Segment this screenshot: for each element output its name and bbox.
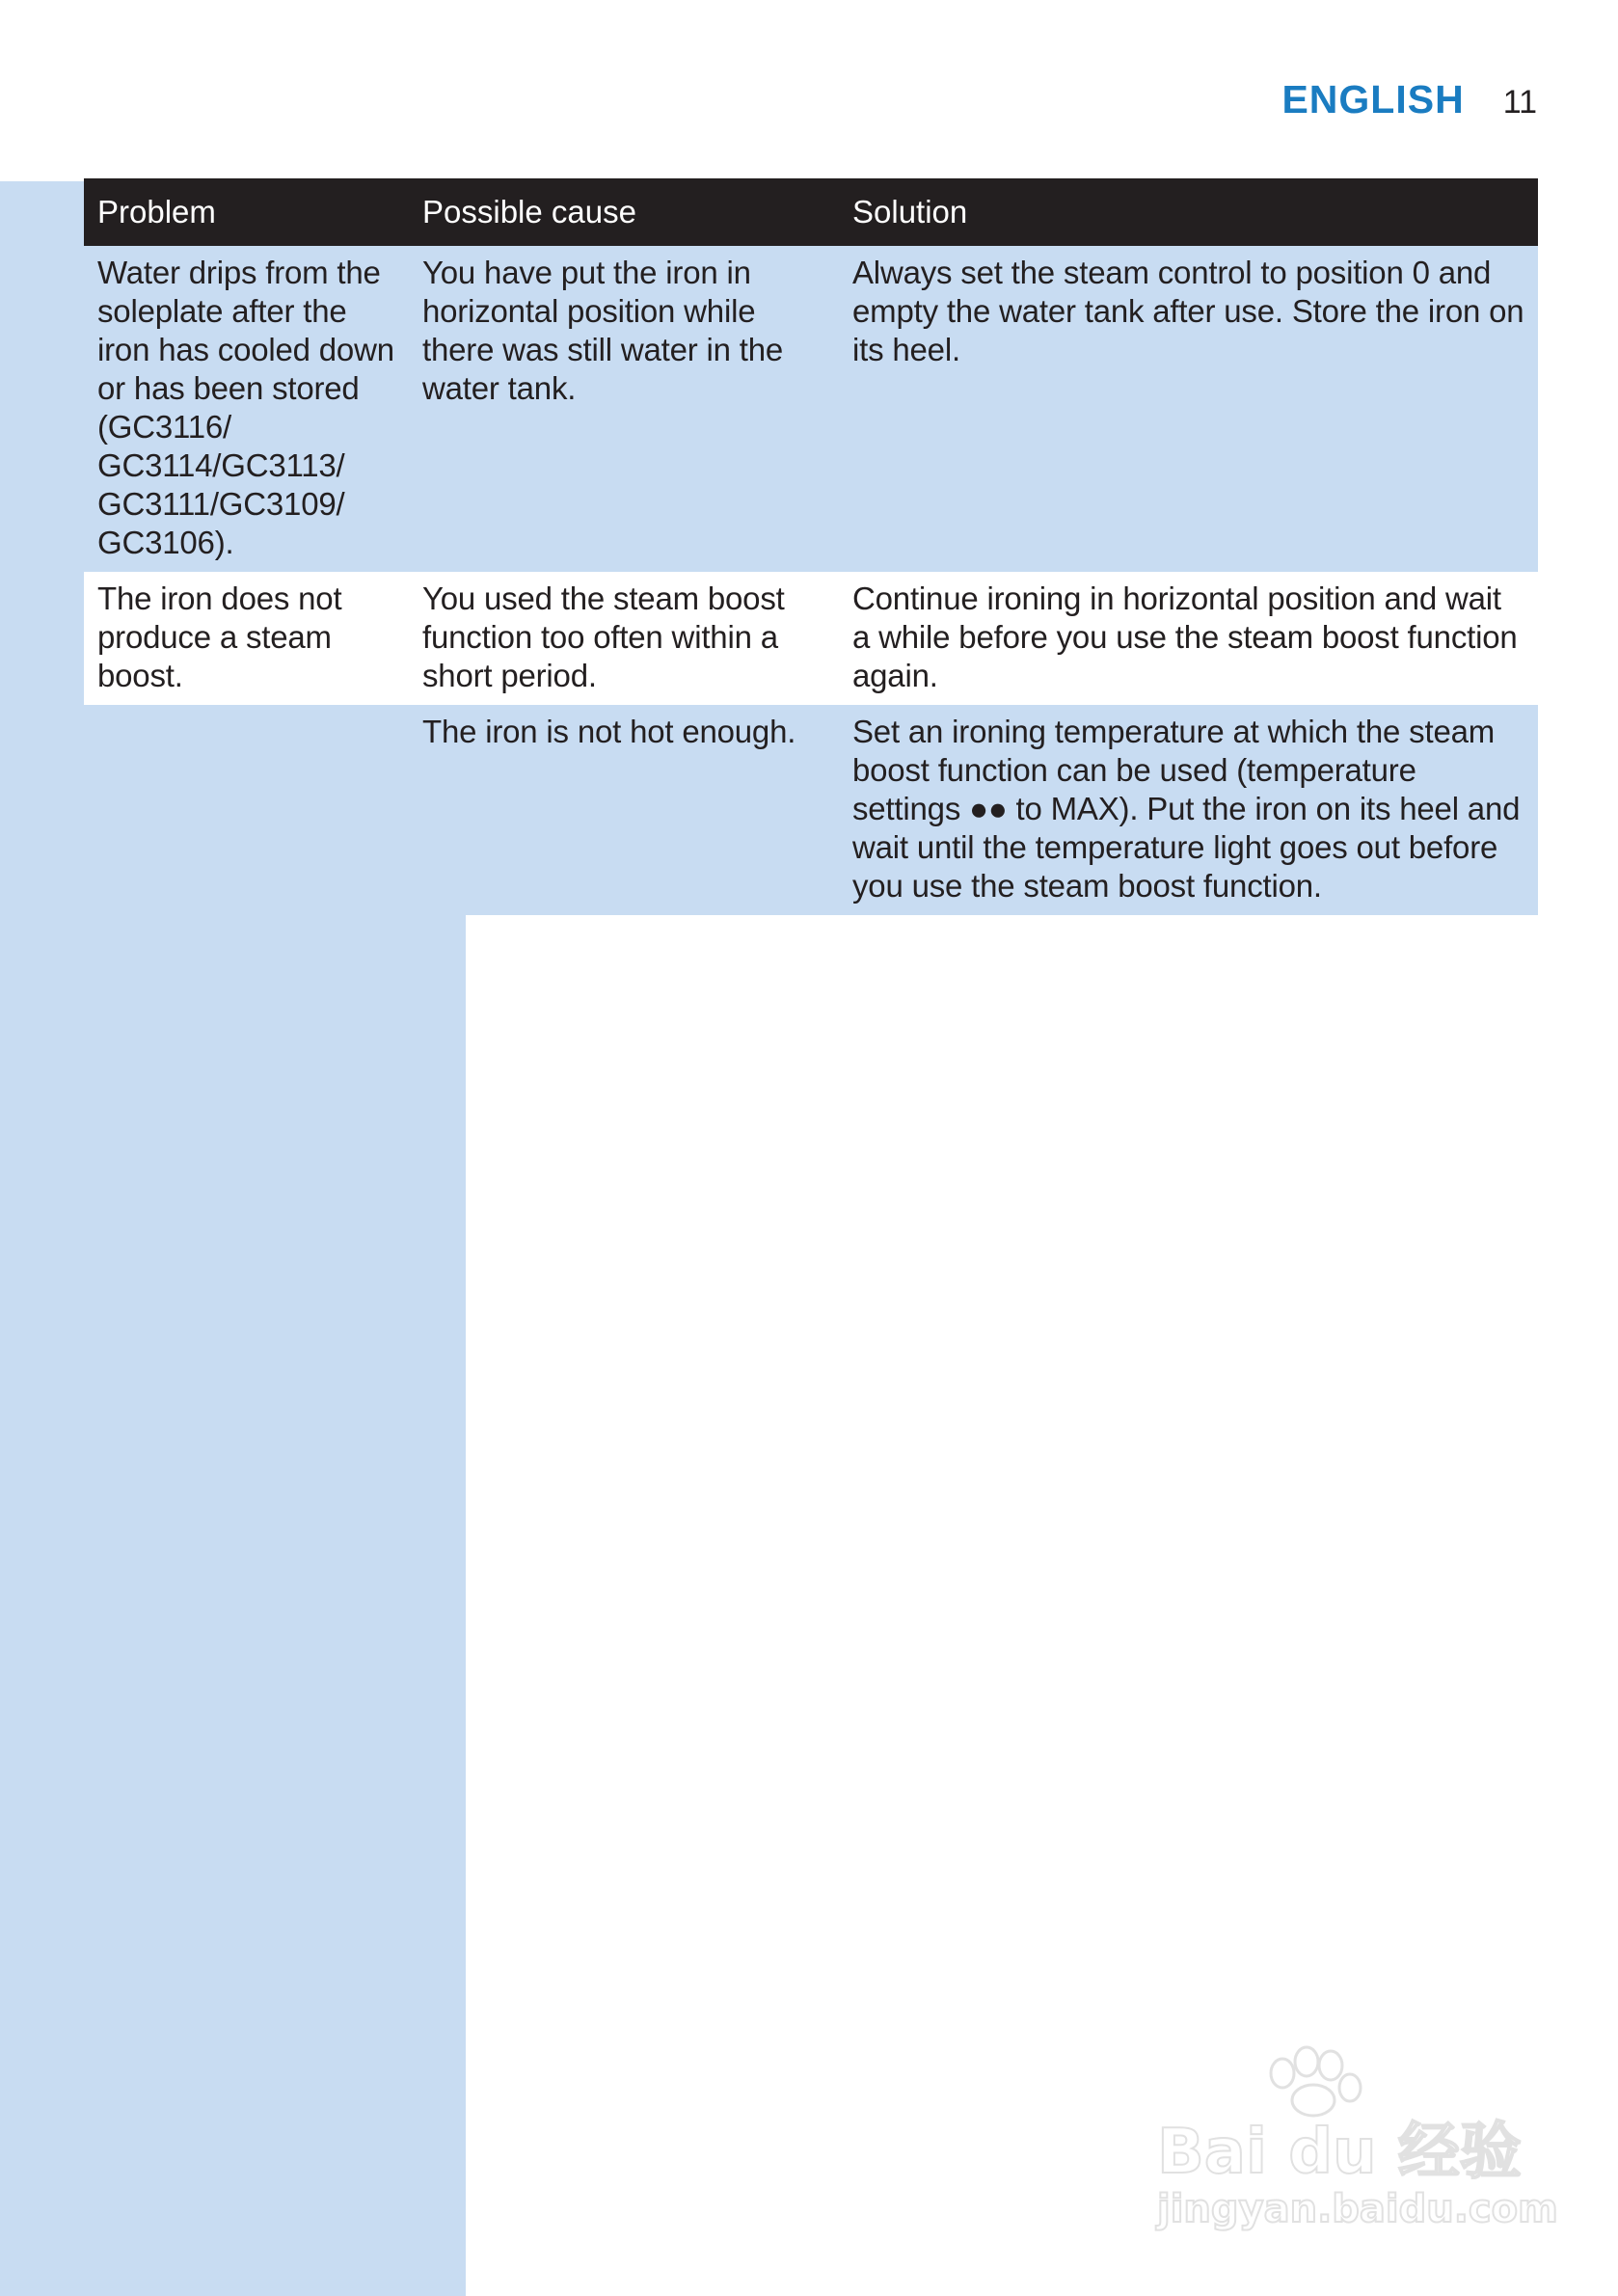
cause-cell: You have put the iron in horizontal position while there was still water in the water tank. xyxy=(409,246,839,572)
problem-cell: Water drips from the soleplate after the iron has cooled down or has been stored (GC3116/ GC3114/GC3113/ GC3111/GC3109/ GC3106). xyxy=(84,246,409,572)
page-header xyxy=(1281,77,1537,122)
language-label: ENGLISH xyxy=(1281,77,1465,122)
troubleshooting-table xyxy=(84,178,1538,915)
table-row xyxy=(84,572,1538,705)
problem-cell xyxy=(84,705,409,915)
table-row xyxy=(84,246,1538,572)
page-number: 11 xyxy=(1502,84,1537,121)
cause-cell: You used the steam boost function too often within a short period. xyxy=(409,572,839,705)
solution-cell: Continue ironing in horizontal position and wait a while before you use the steam boost function again. xyxy=(839,572,1538,705)
cause-cell: The iron is not hot enough. xyxy=(409,705,839,915)
column-header-solution: Solution xyxy=(839,178,1538,246)
table-header-row xyxy=(84,178,1538,246)
watermark-brand: Bai du 经验 xyxy=(1157,2117,1522,2188)
problem-cell: The iron does not produce a steam boost. xyxy=(84,572,409,705)
watermark xyxy=(1147,2044,1558,2256)
column-header-problem: Problem xyxy=(84,178,409,246)
table-row xyxy=(84,705,1538,915)
column-header-cause: Possible cause xyxy=(409,178,839,246)
solution-cell: Always set the steam control to position 0 and empty the water tank after use. Store the iron on its heel. xyxy=(839,246,1538,572)
watermark-url: jingyan.baidu.com xyxy=(1157,2187,1558,2231)
solution-cell: Set an ironing temperature at which the steam boost function can be used (temperature settings ●● to MAX). Put the iron on its heel and wait until the temperature light goes out before you use the steam boost function. xyxy=(839,705,1538,915)
